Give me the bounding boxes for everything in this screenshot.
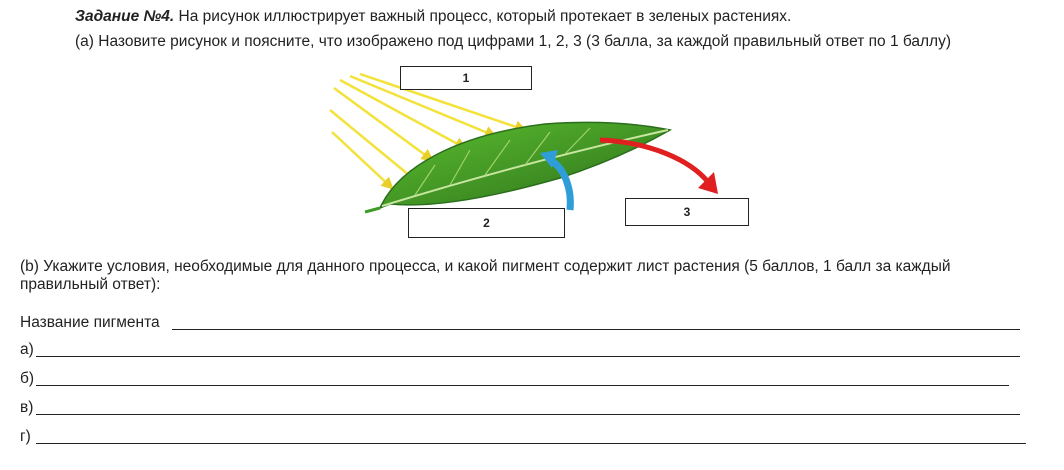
answer-line-a[interactable]	[36, 356, 1020, 357]
question-b-line2: правильный ответ):	[20, 276, 161, 293]
task-intro: На рисунок иллюстрирует важный процесс, который протекает в зеленых растениях.	[174, 8, 792, 25]
answer-row-g[interactable]	[20, 428, 31, 446]
answer-row-b[interactable]	[20, 370, 34, 388]
label-1: 1	[462, 71, 470, 85]
answer-line-v[interactable]	[36, 414, 1020, 415]
answer-a-label: а)	[20, 341, 34, 358]
question-b-line1: (b) Укажите условия, необходимые для данного процесса, и какой пигмент содержит лист растения (5 баллов, 1 балл за каждый	[20, 258, 951, 275]
pigment-label: Название пигмента	[20, 314, 160, 331]
answer-line-pigment[interactable]	[172, 329, 1020, 330]
label-box-2[interactable]	[408, 208, 565, 238]
question-a: (а) Назовите рисунок и поясните, что изображено под цифрами 1, 2, 3 (3 балла, за каждой правильный ответ по 1 баллу)	[75, 33, 952, 50]
answer-line-g[interactable]	[36, 443, 1026, 444]
label-2: 2	[483, 216, 490, 230]
answer-row-pigment[interactable]	[20, 314, 160, 332]
answer-g-label: г)	[20, 428, 31, 445]
answer-v-label: в)	[20, 399, 34, 416]
label-box-3[interactable]	[625, 198, 749, 226]
task-heading-line	[75, 8, 791, 26]
answer-line-b[interactable]	[36, 385, 1009, 386]
answer-row-v[interactable]	[20, 399, 33, 417]
task-number: Задание №4.	[75, 8, 175, 25]
answer-b-label: б)	[20, 370, 35, 387]
label-box-1[interactable]	[400, 66, 532, 90]
label-3: 3	[683, 205, 691, 219]
answer-row-a[interactable]	[20, 341, 34, 359]
